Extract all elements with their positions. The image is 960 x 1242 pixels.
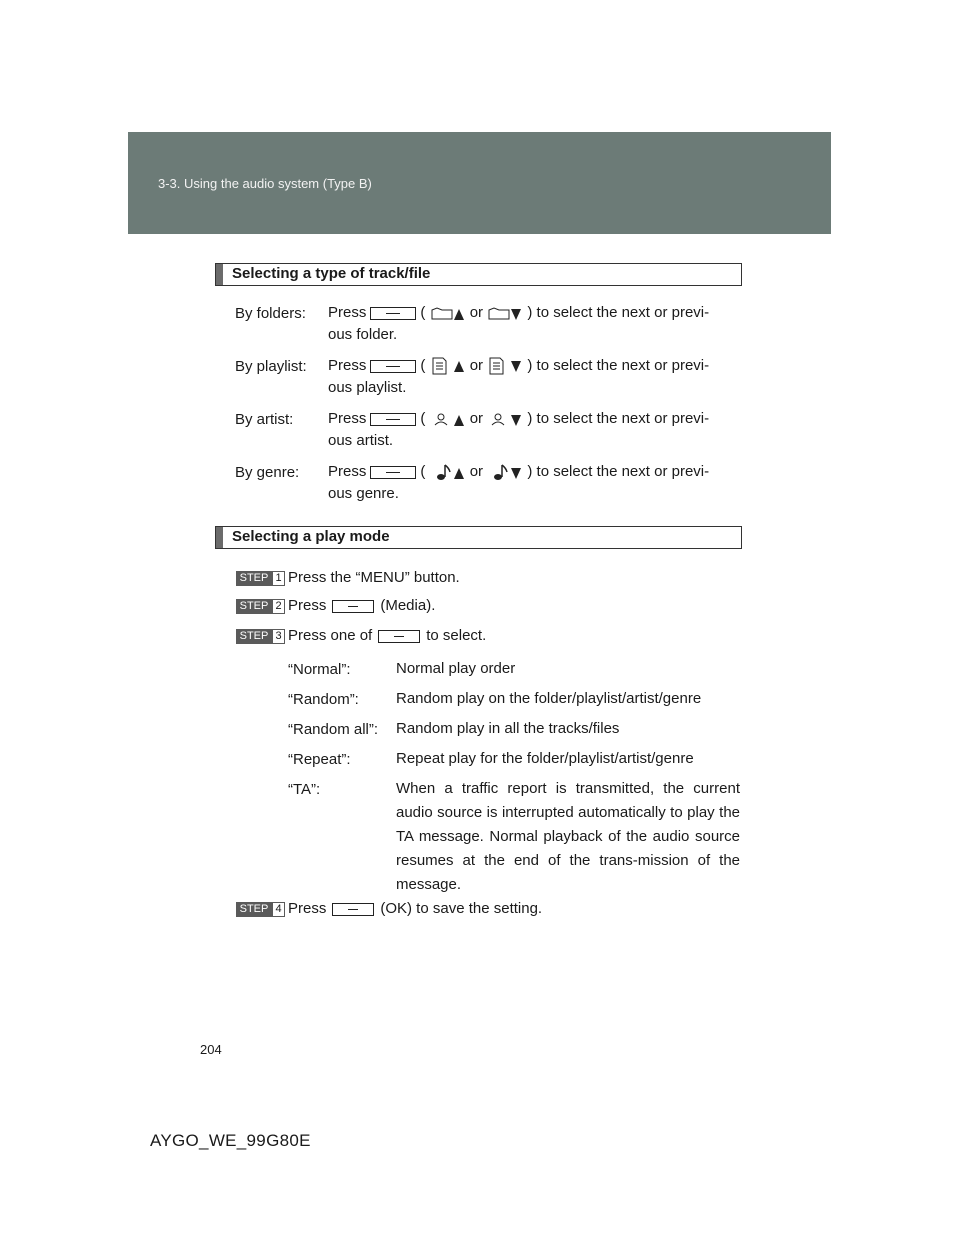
row-label-genre: By genre: — [235, 464, 300, 481]
row-suffix: ) to select the next or previ- — [527, 357, 710, 374]
mode-desc-ta: When a traffic report is transmitted, the current audio source is interrupted automatically to play the TA message. Normal playback of the audio source resumes at the end of the trans-mission of the message. — [396, 780, 740, 893]
step-text-2 — [288, 595, 435, 617]
section-title: 3-3. Using the audio system (Type B) — [158, 176, 372, 191]
step-number: 3 — [272, 629, 285, 644]
row-genre — [328, 461, 709, 483]
soft-button-icon — [370, 413, 416, 426]
step-tag: STEP — [236, 902, 272, 917]
row-cont-artist: ous artist. — [328, 432, 394, 449]
mode-key-random: “Random”: — [288, 691, 359, 708]
row-suffix: ) to select the next or previ- — [527, 463, 710, 480]
or-text: or — [469, 357, 484, 374]
row-playlist — [328, 355, 709, 377]
folder-down-icon — [487, 305, 523, 321]
mode-desc-random: Random play on the folder/playlist/artist/genre — [396, 690, 702, 707]
step-badge-3 — [236, 629, 284, 644]
row-cont-genre: ous genre. — [328, 485, 399, 502]
row-cont-folders: ous folder. — [328, 326, 398, 343]
section-heading-play-mode — [215, 526, 742, 549]
soft-button-icon — [332, 903, 374, 916]
section-heading-track-type — [215, 263, 742, 286]
step-tag: STEP — [236, 571, 272, 586]
genre-up-icon — [430, 463, 466, 481]
artist-down-icon — [487, 411, 523, 427]
mode-desc-random-all: Random play in all the tracks/files — [396, 720, 620, 737]
artist-up-icon — [430, 411, 466, 427]
document-code: AYGO_WE_99G80E — [150, 1131, 311, 1150]
or-text: or — [469, 463, 484, 480]
soft-button-icon — [370, 307, 416, 320]
mode-key-random-all: “Random all”: — [288, 721, 379, 738]
section-heading-label: Selecting a play mode — [232, 528, 390, 545]
mode-key-repeat: “Repeat”: — [288, 751, 351, 768]
step-badge-1 — [236, 571, 284, 586]
row-label-artist: By artist: — [235, 411, 294, 428]
step-post: (OK) to save the setting. — [380, 900, 543, 917]
mode-desc-normal: Normal play order — [396, 660, 516, 677]
row-suffix: ) to select the next or previ- — [527, 410, 710, 427]
or-text: or — [469, 410, 484, 427]
press-text: Press — [328, 463, 367, 480]
step-tag: STEP — [236, 629, 272, 644]
or-text: or — [469, 304, 484, 321]
paren-open: ( — [420, 463, 426, 480]
soft-button-icon — [332, 600, 374, 613]
row-suffix: ) to select the next or previ- — [527, 304, 710, 321]
step-pre: Press — [288, 597, 327, 614]
step-text-1: Press the “MENU” button. — [288, 569, 460, 586]
paren-open: ( — [420, 357, 426, 374]
folder-up-icon — [430, 305, 466, 321]
mode-key-normal: “Normal”: — [288, 661, 351, 678]
paren-open: ( — [420, 304, 426, 321]
mode-desc-repeat: Repeat play for the folder/playlist/artist/genre — [396, 750, 694, 767]
press-text: Press — [328, 304, 367, 321]
row-label-playlist: By playlist: — [235, 358, 307, 375]
paren-open: ( — [420, 410, 426, 427]
chapter-header — [128, 132, 831, 234]
row-label-folders: By folders: — [235, 305, 306, 322]
row-artist — [328, 408, 709, 430]
step-post: to select. — [426, 627, 487, 644]
step-tag: STEP — [236, 599, 272, 614]
playlist-up-icon — [430, 357, 466, 375]
step-text-3 — [288, 625, 486, 647]
row-cont-playlist: ous playlist. — [328, 379, 407, 396]
step-number: 1 — [272, 571, 285, 586]
mode-key-ta: “TA”: — [288, 781, 321, 798]
press-text: Press — [328, 410, 367, 427]
step-number: 2 — [272, 599, 285, 614]
step-badge-4 — [236, 902, 284, 917]
genre-down-icon — [487, 463, 523, 481]
page-number: 204 — [200, 1042, 222, 1057]
soft-button-icon — [378, 630, 420, 643]
soft-button-icon — [370, 360, 416, 373]
step-pre: Press — [288, 900, 327, 917]
row-folders — [328, 302, 709, 324]
section-heading-label: Selecting a type of track/file — [232, 265, 431, 282]
step-badge-2 — [236, 599, 284, 614]
step-post: (Media). — [380, 597, 436, 614]
step-text-4 — [288, 898, 542, 920]
soft-button-icon — [370, 466, 416, 479]
step-pre: Press one of — [288, 627, 373, 644]
press-text: Press — [328, 357, 367, 374]
playlist-down-icon — [487, 357, 523, 375]
step-number: 4 — [272, 902, 285, 917]
